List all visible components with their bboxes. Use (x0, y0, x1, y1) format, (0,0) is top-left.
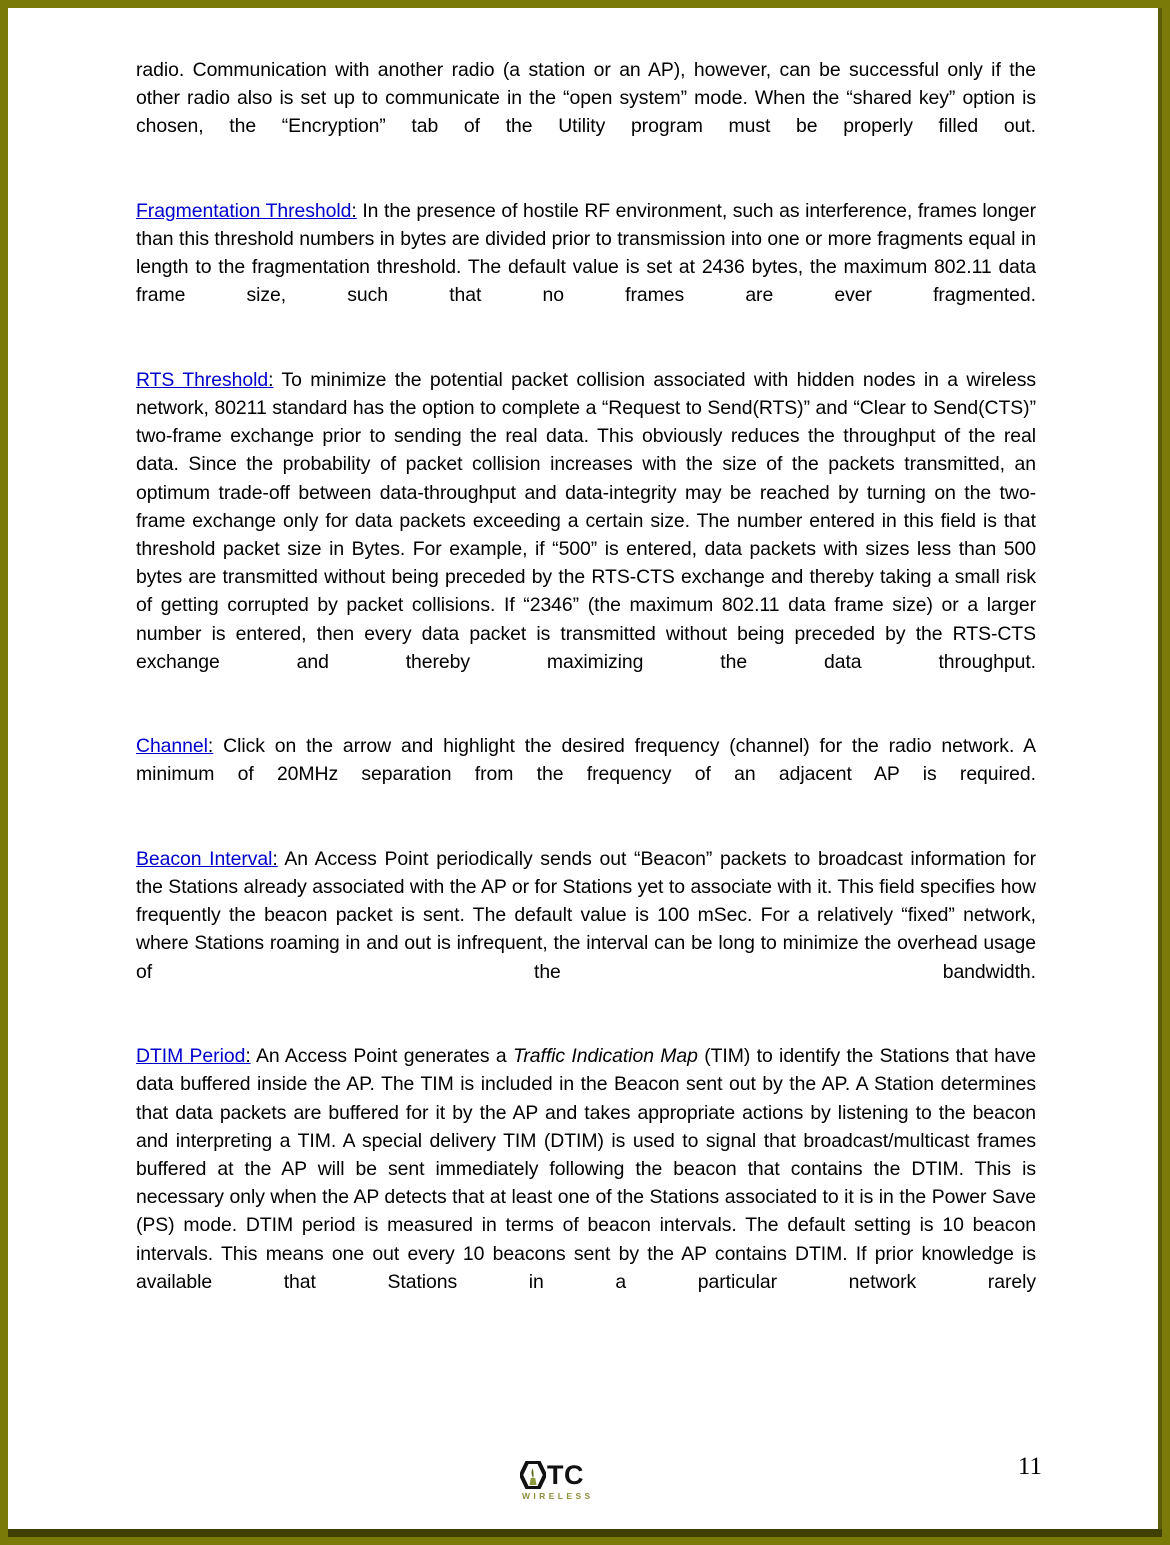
page-number: 11 (1017, 1453, 1042, 1480)
page-footer (8, 1445, 1162, 1515)
paragraph-text-after-italic: (TIM) to identify the Stations that have data buffered inside the AP. The TIM is included in the Beacon sent out by the AP. A Station determines that data packets are buffered for it by the AP and takes appropriate actions by listening to the beacon and interpreting a TIM. A special delivery TIM (DTIM) is used to signal that broadcast/multicast frames buffered at the AP will be sent immediately following the beacon that contains the DTIM. This is necessary only when the AP detects that at least one of the Stations associated to it is in the Power Save (PS) mode. DTIM period is measured in terms of beacon intervals. The default setting is 10 beacon intervals. This means one out every 10 beacons sent by the AP contains DTIM. If prior knowledge is available that Stations in a particular network rarely (136, 1045, 1037, 1293)
paragraph-text: radio. Communication with another radio (a station or an AP), however, can be successful only if the other radio also is set up to communicate in the “open system” mode. When the “shared key” option is chosen, the “Encryption” tab of the Utility program must be properly filled out. (136, 59, 1036, 138)
heading-rts-threshold: RTS Threshold: (136, 368, 274, 391)
paragraph-text-before-italic: An Access Point generates a (250, 1045, 513, 1068)
document-body (136, 56, 1036, 1324)
logo-tagline: WIRELESS (522, 1491, 594, 1501)
hexagon-o-icon (520, 1461, 546, 1489)
paragraph-fragmentation-threshold (136, 197, 1036, 338)
logo-letters: TC (547, 1460, 584, 1490)
otc-wireless-logo (520, 1459, 616, 1507)
italic-term-traffic-indication-map: Traffic Indication Map (512, 1045, 698, 1068)
heading-beacon-interval: Beacon Interval: (136, 847, 278, 870)
page-border-right-shadow (1158, 8, 1162, 1537)
logo-mark (520, 1459, 616, 1489)
paragraph-text: Click on the arrow and highlight the desired frequency (channel) for the radio network. A minimum of 20MHz separation from the frequency of an adjacent AP is required. (136, 735, 1036, 786)
paragraph-dtim-period (136, 1042, 1036, 1324)
paragraph-text: In the presence of hostile RF environment, such as interference, frames longer than this threshold numbers in bytes are divided prior to transmission into one or more fragments equal in length to the fragmentation threshold. The default value is set at 2436 bytes, the maximum 802.11 data frame size, such that no frames are ever fragmented. (136, 199, 1036, 307)
paragraph-rts-threshold (136, 366, 1036, 704)
paragraph-text: An Access Point periodically sends out “Beacon” packets to broadcast information for the Stations already associated with the AP or for Stations yet to associate with it. This field specifies how frequently the beacon packet is sent. The default value is 100 mSec. For a relatively “fixed” network, where Stations roaming in and out is infrequent, the interval can be long to minimize the overhead usage of the bandwidth. (136, 847, 1036, 983)
paragraph-radio-open-system (136, 56, 1036, 169)
paragraph-beacon-interval (136, 845, 1036, 1014)
paragraph-text: To minimize the potential packet collision associated with hidden nodes in a wireless network, 80211 standard has the option to complete a “Request to Send(RTS)” and “Clear to Send(CTS)” two-frame exchange prior to sending the real data. This obviously reduces the throughput of the real data. Since the probability of packet collision increases with the size of the packets transmitted, an optimum trade-off between data-throughput and data-integrity may be reached by turning on the two-frame exchange only for data packets exceeding a certain size. The number entered in this field is that threshold packet size in Bytes. For example, if “500” is entered, data packets with sizes less than 500 bytes are transmitted without being preceded by the RTS-CTS exchange and thereby taking a small risk of getting corrupted by packet collisions. If “2346” (the maximum 802.11 data frame size) or a larger number is entered, then every data packet is transmitted without being preceded by the RTS-CTS exchange and thereby maximizing the data throughput. (136, 368, 1037, 673)
heading-fragmentation-threshold: Fragmentation Threshold: (136, 199, 357, 222)
page-border-bottom-shadow (8, 1529, 1162, 1537)
heading-dtim-period: DTIM Period: (136, 1045, 251, 1068)
heading-channel: Channel: (136, 735, 214, 758)
paragraph-channel (136, 732, 1036, 817)
